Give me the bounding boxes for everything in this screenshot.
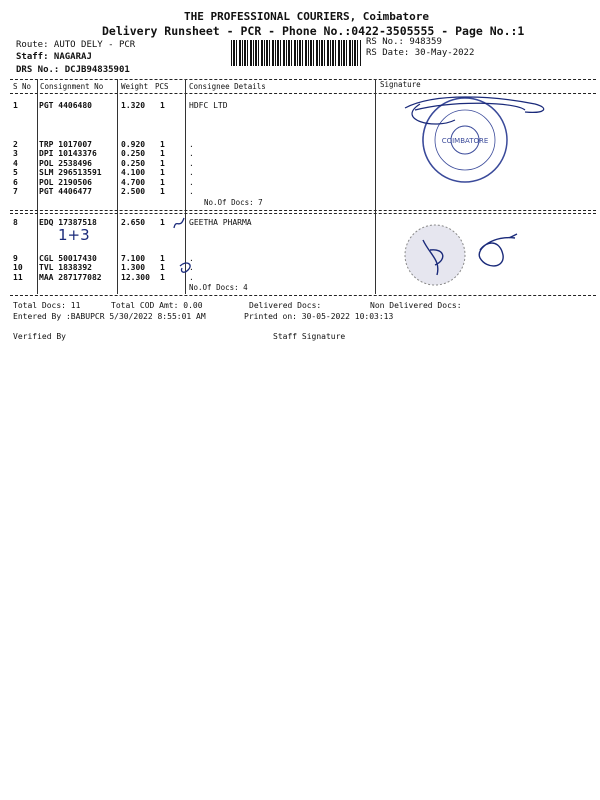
rs-number: RS No.: 948359 [366, 37, 442, 47]
docs-count: No.Of Docs: 4 [189, 283, 248, 292]
company-name: THE PROFESSIONAL COURIERS, Coimbatore [184, 10, 430, 23]
pcs: 1 [160, 218, 165, 227]
pcs: 1 [160, 140, 165, 149]
sno: 5 [13, 168, 18, 178]
weight: 2.500 [121, 187, 146, 196]
weight: 4.100 [121, 168, 146, 178]
consignment-no: SLM 296513591 [39, 168, 102, 178]
pharmacy-stamp [405, 225, 465, 285]
consignee: . [189, 272, 194, 282]
signature-hdfc [405, 97, 544, 124]
sno: 8 [13, 218, 18, 227]
consignment-no: CGL 50017430 [39, 254, 97, 263]
weight: 12.300 [121, 272, 150, 282]
handwritten-note: 1+3 [58, 226, 90, 244]
staff-signature: Staff Signature [273, 332, 346, 341]
consignment-no: PGT 4406477 [39, 187, 92, 196]
column-divider [37, 79, 38, 294]
consignee: GEETHA PHARMA [189, 218, 252, 227]
signature-area [375, 90, 597, 290]
consignment-no: TRP 1017007 [39, 140, 92, 149]
col-weight: Weight [121, 82, 149, 91]
signature-geetha [479, 234, 517, 266]
pcs: 1 [160, 177, 165, 187]
pcs: 1 [160, 263, 165, 273]
consignment-no: DPI 10143376 [39, 149, 97, 159]
consignee: . [189, 168, 194, 178]
consignee: . [189, 263, 194, 273]
runsheet-title: Delivery Runsheet - PCR - Phone No.:0422-3505555 - Page No.:1 [102, 24, 525, 38]
printed-on: Printed on: 30-05-2022 10:03:13 [244, 312, 394, 321]
weight: 2.650 [121, 218, 146, 227]
sno: 1 [13, 101, 18, 110]
pcs: 1 [160, 158, 165, 168]
consignee: . [189, 254, 194, 263]
weight: 0.250 [121, 149, 146, 159]
pcs: 1 [160, 101, 165, 110]
col-sno: S No [13, 82, 32, 91]
sno: 10 [13, 263, 23, 273]
pen-marks [170, 214, 200, 284]
stamp-center-text: COIMBATORE [441, 137, 489, 145]
weight: 4.700 [121, 177, 146, 187]
consignee: . [189, 158, 194, 168]
sno: 11 [13, 272, 23, 282]
consignment-no: POL 2538496 [39, 158, 92, 168]
company-stamp [422, 97, 507, 182]
pcs: 1 [160, 168, 165, 178]
consignment-no: PGT 4406480 [39, 101, 92, 110]
col-pcs: PCS [155, 82, 169, 91]
sno: 3 [13, 149, 18, 159]
weight: 7.100 [121, 254, 146, 263]
consignment-no: MAA 287177082 [39, 272, 102, 282]
sno: 2 [13, 140, 18, 149]
consignment-no: POL 2190506 [39, 177, 92, 187]
barcode [231, 40, 361, 66]
consignee: . [189, 177, 194, 187]
pcs: 1 [160, 149, 165, 159]
total-cod: Total COD Amt: 0.00 [111, 301, 203, 310]
entered-by: Entered By :BABUPCR 5/30/2022 8:55:01 AM [13, 312, 206, 321]
sno: 4 [13, 158, 18, 168]
consignee: . [189, 149, 194, 159]
verified-by: Verified By [13, 332, 66, 341]
weight: 1.300 [121, 263, 146, 273]
col-consignment: Consignment No [40, 82, 104, 91]
weight: 1.320 [121, 101, 146, 110]
sno: 9 [13, 254, 18, 263]
consignee: . [189, 187, 194, 196]
weight: 0.920 [121, 140, 146, 149]
sno: 6 [13, 177, 18, 187]
consignee: . [189, 140, 194, 149]
divider [10, 79, 596, 80]
consignment-no: EDQ 17387518 [39, 218, 97, 227]
non-delivered-docs: Non Delivered Docs: [370, 301, 462, 310]
consignee: HDFC LTD [189, 101, 228, 110]
drs-number: DRS No.: DCJB94835901 [16, 65, 130, 75]
col-signature: Signature [380, 80, 421, 89]
pcs: 1 [160, 187, 165, 196]
rs-date: RS Date: 30-May-2022 [366, 48, 475, 58]
col-consignee: Consignee Details [189, 82, 266, 91]
divider [10, 295, 596, 296]
docs-count: No.Of Docs: 7 [204, 198, 263, 207]
weight: 0.250 [121, 158, 146, 168]
pcs: 1 [160, 272, 165, 282]
sno: 7 [13, 187, 18, 196]
staff: Staff: NAGARAJ [16, 52, 92, 62]
consignment-no: TVL 1838392 [39, 263, 92, 273]
delivered-docs: Delivered Docs: [249, 301, 322, 310]
route: Route: AUTO DELY - PCR [16, 40, 136, 50]
column-divider [117, 79, 118, 294]
pcs: 1 [160, 254, 165, 263]
total-docs: Total Docs: 11 [13, 301, 81, 310]
